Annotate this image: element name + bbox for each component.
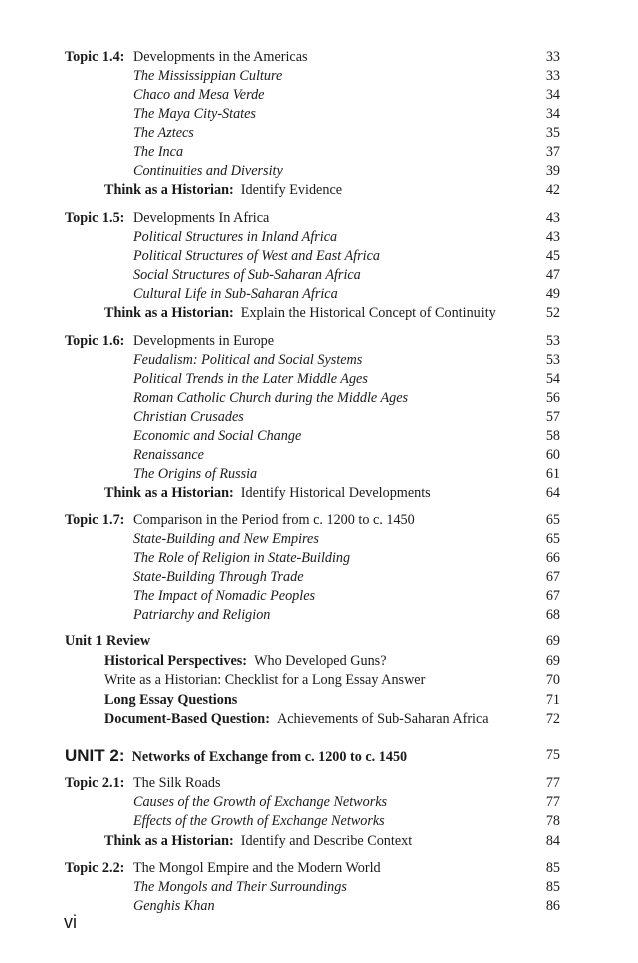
subtopic-title: The Mississippian Culture (133, 68, 283, 84)
toc-entry-sub[interactable] (0, 408, 638, 427)
toc-entry-topic[interactable] (0, 859, 638, 878)
subtopic-title: Genghis Khan (133, 898, 215, 914)
unit-title: Networks of Exchange from c. 1200 to c. 1450 (131, 749, 408, 765)
topic-title: The Mongol Empire and the Modern World (133, 860, 381, 876)
skill-label: Document-Based Question: (104, 711, 270, 727)
toc-entry-sub[interactable] (0, 247, 638, 266)
plain-entry-title: Write as a Historian: Checklist for a Long Essay Answer (104, 672, 426, 688)
page-number: 43 (545, 210, 560, 226)
toc-entry-skill[interactable] (0, 832, 638, 851)
page-number: 54 (545, 371, 560, 387)
topic-title: Developments In Africa (133, 210, 270, 226)
topic-label: Topic 2.1: (65, 775, 125, 791)
toc-entry-sub[interactable] (0, 549, 638, 568)
page-number: 67 (545, 569, 560, 585)
topic-label: Topic 2.2: (65, 860, 125, 876)
page-number: 45 (545, 248, 560, 264)
page-number: 84 (545, 833, 560, 849)
topic-label: Topic 1.4: (65, 49, 125, 65)
topic-title: Developments in the Americas (133, 49, 308, 65)
topic-label: Topic 1.5: (65, 210, 125, 226)
subtopic-title: Political Trends in the Later Middle Ages (133, 371, 368, 387)
review-label: Unit 1 Review (65, 633, 151, 649)
skill-title: Identify Evidence (240, 182, 343, 198)
toc-entry-topic[interactable] (0, 332, 638, 351)
page-number: 66 (545, 550, 560, 566)
toc-entry-sub[interactable] (0, 86, 638, 105)
subtopic-title: Effects of the Growth of Exchange Networks (133, 813, 385, 829)
toc-entry-topic[interactable] (0, 511, 638, 530)
toc-entry-sub[interactable] (0, 124, 638, 143)
toc-entry-sub[interactable] (0, 351, 638, 370)
subtopic-title: Patriarchy and Religion (133, 607, 271, 623)
subtopic-title: Renaissance (133, 447, 204, 463)
subtopic-title: Political Structures in Inland Africa (133, 229, 338, 245)
page-number: 70 (545, 672, 560, 688)
page-number: 85 (545, 879, 560, 895)
skill-title: Explain the Historical Concept of Continuity (240, 305, 496, 321)
toc-entry-review[interactable] (0, 632, 638, 651)
topic-title: Developments in Europe (133, 333, 275, 349)
topic-label: Topic 1.6: (65, 333, 125, 349)
page-number: 33 (545, 49, 560, 65)
page-number: 72 (545, 711, 560, 727)
subtopic-title: The Mongols and Their Surroundings (133, 879, 347, 895)
toc-entry-sub[interactable] (0, 285, 638, 304)
toc-entry-sub[interactable] (0, 530, 638, 549)
skill-label: Think as a Historian: (104, 182, 234, 198)
page-number: 78 (545, 813, 560, 829)
page-number: 47 (545, 267, 560, 283)
page-number: 77 (545, 775, 560, 791)
toc-entry-sub[interactable] (0, 793, 638, 812)
subtopic-title: The Maya City-States (133, 106, 256, 122)
skill-label: Think as a Historian: (104, 833, 234, 849)
page-number: 75 (545, 747, 560, 763)
page-number: 43 (545, 229, 560, 245)
subtopic-title: Roman Catholic Church during the Middle Ages (133, 390, 409, 406)
page-number: 34 (545, 106, 560, 122)
page-number: 69 (545, 633, 560, 649)
skill-line (104, 484, 431, 503)
subtopic-title: Economic and Social Change (133, 428, 302, 444)
subtopic-title: Causes of the Growth of Exchange Networks (133, 794, 388, 810)
unit-heading (65, 746, 407, 767)
toc-entry-skill[interactable] (0, 181, 638, 200)
topic-title: Comparison in the Period from c. 1200 to c. 1450 (133, 512, 415, 528)
unit-number: UNIT 2: (65, 746, 125, 765)
toc-entry-sub[interactable] (0, 67, 638, 86)
toc-entry-sub[interactable] (0, 878, 638, 897)
page-number: 53 (545, 333, 560, 349)
page-number: 86 (545, 898, 560, 914)
topic-title: The Silk Roads (133, 775, 221, 791)
page-number: 37 (545, 144, 560, 160)
toc-entry-sub[interactable] (0, 143, 638, 162)
skill-line (104, 181, 342, 200)
toc-entry-sub[interactable] (0, 587, 638, 606)
toc-entry-skill[interactable] (0, 691, 638, 710)
subtopic-title: Chaco and Mesa Verde (133, 87, 265, 103)
subtopic-title: The Inca (133, 144, 184, 160)
toc-entry-skill[interactable] (0, 652, 638, 671)
skill-line (104, 710, 489, 729)
skill-line (104, 832, 412, 851)
toc-entry-sub[interactable] (0, 446, 638, 465)
toc-entry-topic[interactable] (0, 209, 638, 228)
skill-line (104, 304, 496, 323)
toc-entry-skill[interactable] (0, 484, 638, 503)
toc-entry-skill[interactable] (0, 304, 638, 323)
toc-entry-sub[interactable] (0, 162, 638, 181)
skill-label: Historical Perspectives: (104, 653, 248, 669)
subtopic-title: The Origins of Russia (133, 466, 258, 482)
toc-entry-sub[interactable] (0, 465, 638, 484)
page-number: 56 (545, 390, 560, 406)
toc-entry-sub[interactable] (0, 105, 638, 124)
subtopic-title: The Aztecs (133, 125, 194, 141)
toc-entry-unit[interactable] (0, 746, 638, 765)
page-number: 71 (545, 692, 560, 708)
toc-entry-topic[interactable] (0, 48, 638, 67)
page-number: 60 (545, 447, 560, 463)
toc-entry-skill[interactable] (0, 710, 638, 729)
toc-entry-sub[interactable] (0, 606, 638, 625)
subtopic-title: State-Building Through Trade (133, 569, 304, 585)
page-number: 65 (545, 512, 560, 528)
skill-label: Long Essay Questions (104, 692, 238, 708)
page-number: 77 (545, 794, 560, 810)
page-number: 39 (545, 163, 560, 179)
page-number: 85 (545, 860, 560, 876)
topic-label: Topic 1.7: (65, 512, 125, 528)
subtopic-title: Continuities and Diversity (133, 163, 283, 179)
page-number: 65 (545, 531, 560, 547)
page-number: 49 (545, 286, 560, 302)
toc-entry-sub[interactable] (0, 897, 638, 916)
toc-entry-sub[interactable] (0, 427, 638, 446)
page-number: 69 (545, 653, 560, 669)
toc-entry-sub[interactable] (0, 812, 638, 831)
page-number: 52 (545, 305, 560, 321)
skill-label: Think as a Historian: (104, 305, 234, 321)
page-number: 53 (545, 352, 560, 368)
subtopic-title: The Role of Religion in State-Building (133, 550, 351, 566)
skill-title: Identify Historical Developments (240, 485, 431, 501)
page-number: 57 (545, 409, 560, 425)
toc-entry-sub[interactable] (0, 389, 638, 408)
page-number: 61 (545, 466, 560, 482)
page-number-folio: vi (64, 912, 77, 932)
subtopic-title: Political Structures of West and East Africa (133, 248, 380, 264)
toc-entry-plain[interactable] (0, 671, 638, 690)
toc-entry-sub[interactable] (0, 370, 638, 389)
subtopic-title: State-Building and New Empires (133, 531, 319, 547)
subtopic-title: Cultural Life in Sub-Saharan Africa (133, 286, 338, 302)
skill-title: Achievements of Sub-Saharan Africa (277, 711, 489, 727)
skill-title: Identify and Describe Context (240, 833, 413, 849)
skill-title: Who Developed Guns? (254, 653, 387, 669)
page-number: 35 (545, 125, 560, 141)
skill-label: Think as a Historian: (104, 485, 234, 501)
page-number: 42 (545, 182, 560, 198)
page-number: 68 (545, 607, 560, 623)
toc-entry-sub[interactable] (0, 228, 638, 247)
page-number: 67 (545, 588, 560, 604)
subtopic-title: The Impact of Nomadic Peoples (133, 588, 316, 604)
toc-entry-topic[interactable] (0, 774, 638, 793)
skill-line (104, 652, 387, 671)
subtopic-title: Christian Crusades (133, 409, 244, 425)
page-number: 33 (545, 68, 560, 84)
toc-entry-sub[interactable] (0, 568, 638, 587)
page-number: 58 (545, 428, 560, 444)
page-number: 64 (545, 485, 560, 501)
toc-entry-sub[interactable] (0, 266, 638, 285)
subtopic-title: Social Structures of Sub-Saharan Africa (133, 267, 361, 283)
page-number: 34 (545, 87, 560, 103)
subtopic-title: Feudalism: Political and Social Systems (133, 352, 363, 368)
